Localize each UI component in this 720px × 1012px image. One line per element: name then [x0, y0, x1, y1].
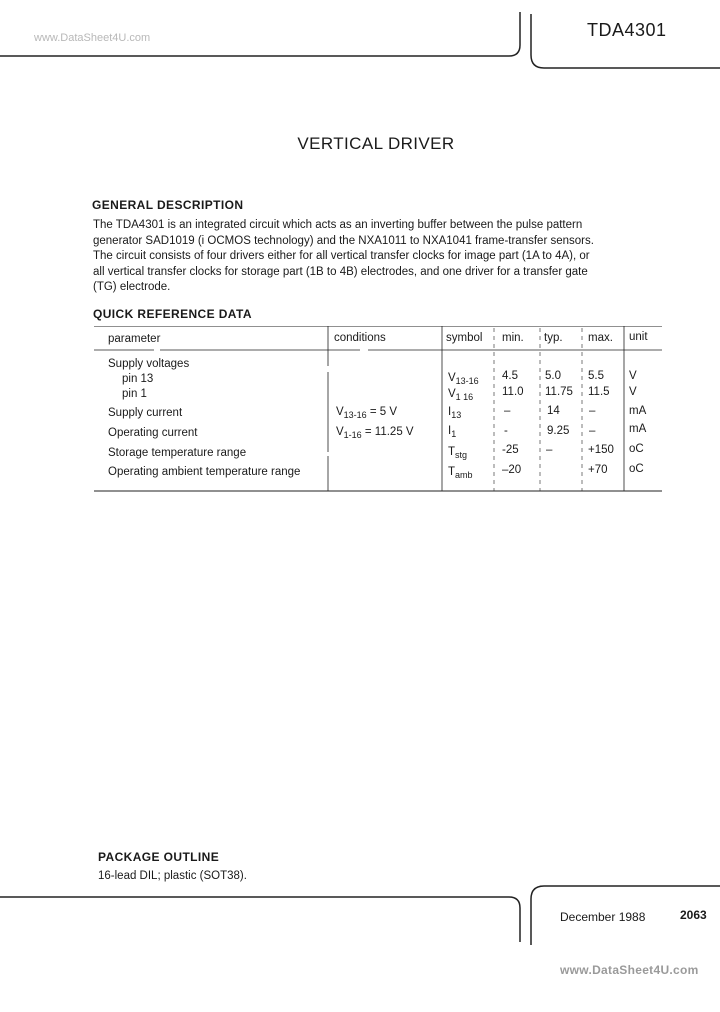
document-title: VERTICAL DRIVER — [297, 134, 455, 153]
row-pin13-typ: 5.0 — [545, 370, 561, 382]
description-line: The circuit consists of four drivers either for all vertical transfer clocks for image part (1A to 4A), or — [93, 250, 590, 262]
row-pin13-symbol: $V_{13-16}$ — [448, 372, 479, 386]
row-storage-temp-unit: oC — [629, 443, 644, 455]
row-supply-current-parameter: Supply current — [108, 407, 183, 419]
row-supply-current-max: – — [589, 405, 596, 417]
row-pin1-typ: 11.75 — [545, 386, 573, 398]
general-description-heading: GENERAL DESCRIPTION — [92, 198, 244, 212]
col-header-min: min. — [502, 332, 524, 344]
row-pin1-max: 11.5 — [588, 386, 610, 398]
col-header-unit: unit — [629, 331, 648, 343]
row-pin13-unit: V — [629, 370, 637, 382]
watermark-bottom: www.DataSheet4U.com — [560, 963, 699, 977]
row-pin1-symbol: $V_{1 16}$ — [448, 388, 474, 402]
col-header-parameter: parameter — [108, 333, 161, 345]
row-storage-temp-min: -25 — [502, 444, 519, 456]
description-line: generator SAD1019 (i OCMOS technology) and the NXA1011 to NXA1041 frame-transfer sensors. — [93, 234, 594, 247]
row-supply-current-typ: 14 — [547, 405, 560, 417]
row-operating-current-symbol: $I_1$ — [448, 425, 457, 439]
watermark-top: www.DataSheet4U.com — [34, 32, 151, 44]
quick-reference-table — [94, 326, 662, 492]
col-header-max: max. — [588, 332, 613, 344]
quick-reference-heading: QUICK REFERENCE DATA — [93, 307, 252, 321]
row-ambient-temp-unit: oC — [629, 463, 644, 475]
row-supply-voltages-parameter: Supply voltages — [108, 358, 190, 370]
row-ambient-temp-parameter: Operating ambient temperature range — [108, 466, 301, 478]
package-outline-text: 16-lead DIL; plastic (SOT38). — [98, 870, 247, 882]
col-header-typ: typ. — [544, 332, 563, 344]
row-supply-current-symbol: $I_{13}$ — [448, 406, 462, 420]
footer-date: December 1988 — [560, 910, 646, 924]
row-operating-current-typ: 9.25 — [547, 425, 570, 437]
row-operating-current-unit: mA — [629, 423, 647, 435]
row-supply-current-unit: mA — [629, 405, 647, 417]
row-supply-current-conditions: $V_{13-16} = 5$ V — [336, 406, 398, 420]
description-line: The TDA4301 is an integrated circuit which acts as an inverting buffer between the pulse pattern — [93, 219, 583, 231]
row-pin1-parameter: pin 1 — [122, 388, 147, 400]
row-ambient-temp-symbol: $T_{amb}$ — [448, 466, 473, 480]
row-storage-temp-parameter: Storage temperature range — [108, 447, 247, 459]
footer-page-number: 2063 — [680, 908, 707, 922]
row-ambient-temp-max: +70 — [588, 464, 608, 476]
row-supply-current-min: – — [504, 405, 511, 417]
row-pin13-max: 5.5 — [588, 370, 604, 382]
col-header-conditions: conditions — [334, 332, 386, 344]
row-storage-temp-symbol: $T_{stg}$ — [448, 446, 468, 460]
part-number: TDA4301 — [587, 20, 667, 40]
description-line: all vertical transfer clocks for storage part (1B to 4B) electrodes, and one driver for a transfer gate — [93, 265, 588, 278]
row-operating-current-min: - — [504, 425, 508, 437]
row-pin1-min: 11.0 — [502, 386, 524, 398]
row-operating-current-conditions: $V_{1-16} = 11.25$ V — [336, 426, 414, 440]
package-outline-heading: PACKAGE OUTLINE — [98, 850, 220, 864]
row-ambient-temp-min: –20 — [502, 464, 522, 476]
row-pin1-unit: V — [629, 386, 637, 398]
row-pin13-parameter: pin 13 — [122, 373, 154, 385]
general-description-body — [93, 218, 653, 296]
row-operating-current-max: – — [589, 425, 596, 437]
row-pin13-min: 4.5 — [502, 370, 518, 382]
footer-rule-left — [0, 897, 520, 942]
row-storage-temp-max: +150 — [588, 444, 614, 456]
row-storage-temp-typ: – — [546, 444, 553, 456]
col-header-symbol: symbol — [446, 332, 483, 344]
description-line: (TG) electrode. — [93, 281, 171, 293]
row-operating-current-parameter: Operating current — [108, 427, 198, 439]
